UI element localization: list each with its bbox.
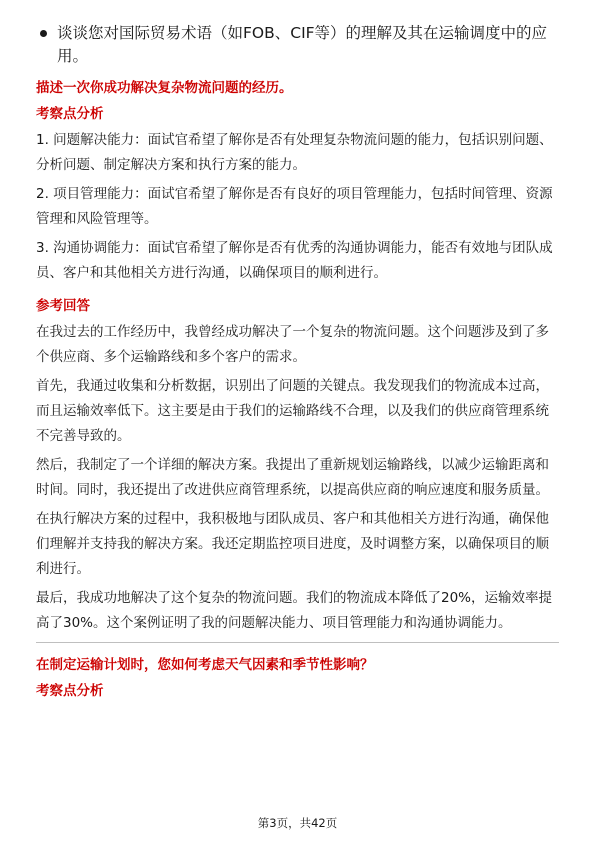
analysis-heading: 考察点分析: [36, 683, 104, 699]
document-page: [36, 22, 559, 705]
section-divider: [36, 642, 559, 643]
answer-paragraph: 然后，我制定了一个详细的解决方案。我提出了重新规划运输路线，以减少运输距离和时间。同时，我还提出了改进供应商管理系统，以提高供应商的响应速度和服务质量。: [36, 457, 549, 498]
analysis-item: 2. 项目管理能力：面试官希望了解你是否有良好的项目管理能力，包括时间管理、资源管理和风险管理等。: [36, 186, 553, 227]
analysis-item: 1. 问题解决能力：面试官希望了解你是否有处理复杂物流问题的能力，包括识别问题、分析问题、制定解决方案和执行方案的能力。: [36, 132, 553, 173]
page-footer: 第3页，共42页: [257, 816, 338, 830]
topic-bullet-text: 谈谈您对国际贸易术语（如FOB、CIF等）的理解及其在运输调度中的应用。: [57, 24, 548, 65]
topic-bullet: [36, 22, 559, 68]
answer-heading: 参考回答: [36, 298, 90, 314]
answer-paragraph: 首先，我通过收集和分析数据，识别出了问题的关键点。我发现我们的物流成本过高，而且运输效率低下。这主要是由于我们的运输路线不合理，以及我们的供应商管理系统不完善导致的。: [36, 378, 549, 444]
analysis-item: 3. 沟通协调能力：面试官希望了解你是否有优秀的沟通协调能力，能否有效地与团队成员、客户和其他相关方进行沟通，以确保项目的顺利进行。: [36, 240, 553, 281]
bullet-dot-icon: [40, 30, 47, 37]
answer-paragraph: 最后，我成功地解决了这个复杂的物流问题。我们的物流成本降低了20%，运输效率提高了30%。这个案例证明了我的问题解决能力、项目管理能力和沟通协调能力。: [36, 590, 553, 631]
answer-paragraph: 在我过去的工作经历中，我曾经成功解决了一个复杂的物流问题。这个问题涉及到了多个供应商、多个运输路线和多个客户的需求。: [36, 324, 549, 365]
question-heading: 描述一次你成功解决复杂物流问题的经历。: [36, 80, 293, 96]
answer-paragraph: 在执行解决方案的过程中，我积极地与团队成员、客户和其他相关方进行沟通，确保他们理解并支持我的解决方案。我还定期监控项目进度，及时调整方案，以确保项目的顺利进行。: [36, 511, 549, 577]
analysis-heading: 考察点分析: [36, 106, 104, 122]
question-heading: 在制定运输计划时，您如何考虑天气因素和季节性影响？: [36, 657, 374, 673]
